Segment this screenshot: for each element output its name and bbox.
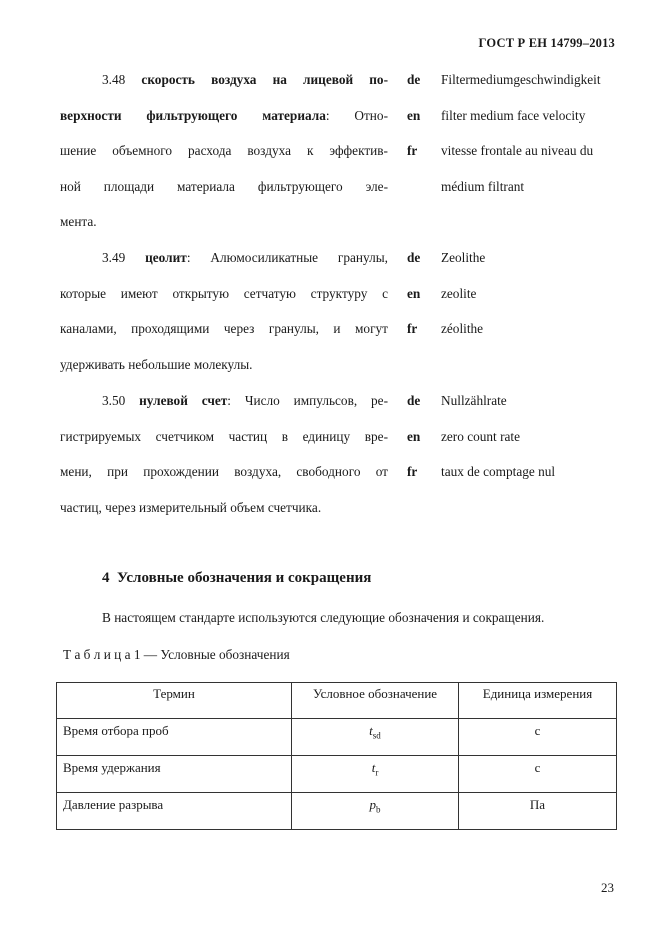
symbol-subscript: sd — [372, 730, 381, 741]
language-codes — [407, 62, 420, 169]
table-header-row — [57, 683, 617, 719]
term-line: каналами, проходящими через гранулы, и могут — [60, 321, 388, 336]
cell-symbol — [292, 719, 459, 756]
term-text: : Число импульсов, ре- — [227, 393, 388, 408]
translation: zéolithe — [441, 321, 484, 336]
term-text: : Отно- — [325, 107, 388, 123]
cell-term: Время удержания — [57, 756, 292, 793]
section-intro: В настоящем стандарте используются следующие обозначения и сокращения. — [102, 610, 545, 625]
term-number: 3.50 — [102, 393, 140, 408]
symbol-letter: p — [369, 797, 376, 812]
symbols-table — [56, 682, 617, 830]
table-row — [57, 719, 617, 756]
lang-code: de — [407, 393, 421, 408]
term-line: ной площади материала фильтрующего эле- — [60, 178, 388, 194]
cell-unit: с — [459, 756, 617, 793]
column-header: Условное обозначение — [292, 683, 459, 719]
translation: filter medium face velocity — [441, 107, 586, 123]
cell-symbol — [292, 793, 459, 830]
document-header: ГОСТ Р ЕН 14799–2013 — [478, 36, 615, 50]
translation: zeolite — [441, 285, 477, 301]
term-name: цеолит — [145, 250, 187, 265]
translation: vitesse frontale au niveau du — [441, 143, 594, 158]
term-name: нулевой счет — [139, 393, 228, 408]
term-number: 3.48 — [102, 72, 142, 87]
translations — [441, 62, 601, 204]
term-line — [60, 62, 388, 98]
translation: médium filtrant — [441, 178, 525, 194]
language-codes — [407, 240, 420, 347]
translation: zero count rate — [441, 428, 520, 444]
translation: Filtermediumgeschwindigkeit — [441, 72, 601, 87]
symbol-letter: t — [371, 760, 376, 775]
translations — [441, 383, 555, 490]
term-line: мени, при прохождении воздуха, свободного от — [60, 464, 388, 479]
term-entry-3-49 — [60, 240, 388, 382]
lang-code: en — [407, 428, 421, 444]
table-caption-title: — Условные обозначения — [140, 647, 290, 662]
lang-code: en — [407, 285, 421, 301]
table-caption-prefix: Т а б л и ц а 1 — [63, 647, 141, 662]
translation: Zeolithe — [441, 250, 486, 265]
term-line: удерживать небольшие молекулы. — [60, 356, 253, 372]
lang-code: de — [407, 72, 421, 87]
term-entry-3-50 — [60, 383, 388, 525]
term-number: 3.49 — [102, 250, 146, 265]
symbol-letter: t — [369, 723, 373, 738]
lang-code: en — [407, 107, 421, 123]
translation: Nullzählrate — [441, 393, 507, 408]
column-header: Термин — [57, 683, 292, 719]
cell-unit: с — [459, 719, 617, 756]
lang-code: fr — [407, 143, 418, 158]
term-entry-3-48 — [60, 62, 388, 240]
column-header: Единица измерения — [459, 683, 617, 719]
term-line — [60, 98, 388, 134]
page-number: 23 — [601, 880, 614, 895]
term-name: скорость воздуха на лицевой по- — [141, 72, 389, 87]
cell-unit: Па — [459, 793, 617, 830]
cell-symbol — [292, 756, 459, 793]
cell-term: Время отбора проб — [57, 719, 292, 756]
table-row — [57, 756, 617, 793]
lang-code: de — [407, 250, 421, 265]
cell-term: Давление разрыва — [57, 793, 292, 830]
term-line: которые имеют открытую сетчатую структуру с — [60, 285, 388, 301]
term-line: частиц, через измерительный объем счетчика. — [60, 499, 322, 515]
language-codes — [407, 383, 420, 490]
symbol-subscript: r — [375, 767, 379, 778]
section-title: Условные обозначения и сокращения — [117, 570, 372, 586]
term-line: шение объемного расхода воздуха к эффектив- — [60, 143, 388, 158]
symbol-subscript: b — [376, 804, 381, 815]
translation: taux de comptage nul — [441, 464, 556, 479]
term-line: мента. — [60, 214, 97, 229]
term-name: верхности фильтрующего материала — [60, 107, 326, 123]
term-line — [60, 383, 388, 419]
section-number: 4 — [102, 570, 110, 586]
lang-code: fr — [407, 464, 418, 479]
lang-code: fr — [407, 321, 418, 336]
table-caption — [63, 647, 290, 663]
term-line — [60, 240, 388, 276]
table-row — [57, 793, 617, 830]
term-line: гистрируемых счетчиком частиц в единицу вре- — [60, 428, 388, 444]
section-heading — [102, 570, 371, 587]
term-text: : Алюмосиликатные гранулы, — [186, 250, 388, 265]
translations — [441, 240, 485, 347]
